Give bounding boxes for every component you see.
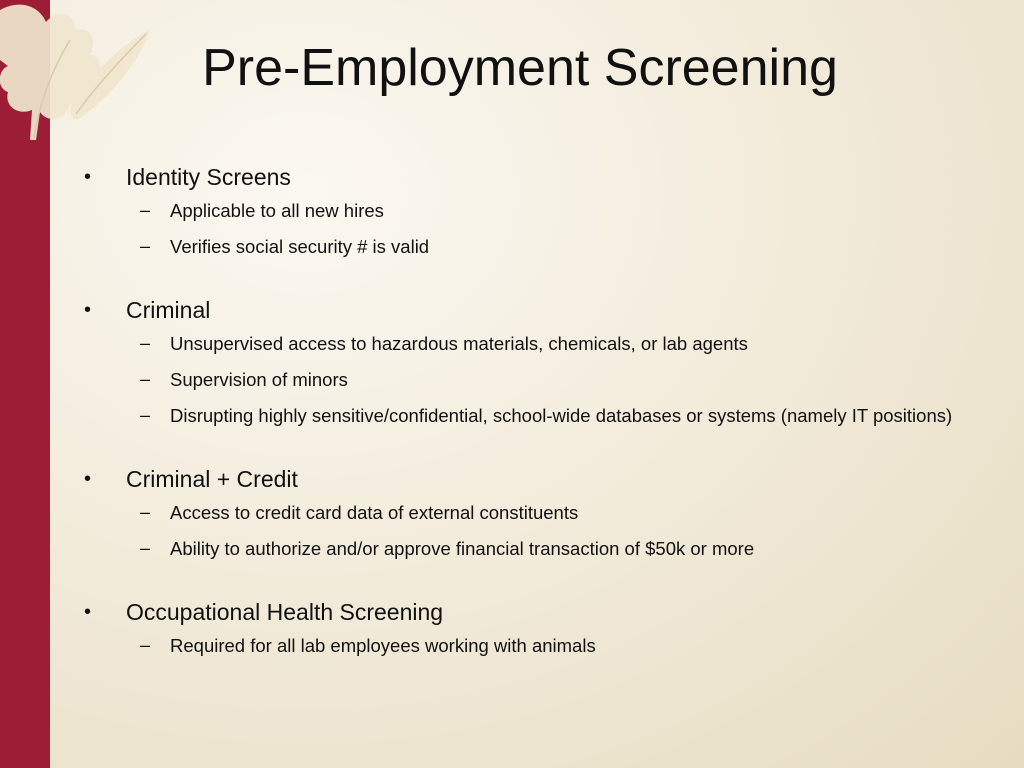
sub-list [84,330,964,429]
bullet-list [84,160,964,659]
slide-title: Pre-Employment Screening [202,39,838,97]
sub-list [84,632,964,659]
bullet-dot-icon: • [84,468,92,490]
sub-item-text: Supervision of minors [170,369,348,390]
section-occupational-health [84,595,964,659]
bullet-heading: Identity Screens [126,164,291,190]
sub-item [140,197,964,224]
dash-icon: – [140,333,151,353]
bullet-heading: Occupational Health Screening [126,599,444,625]
sub-item [140,535,964,562]
sub-item [140,402,964,429]
bullet-item [84,160,964,194]
sub-item [140,499,964,526]
sub-item-text: Ability to authorize and/or approve financial transaction of $50k or more [170,538,755,559]
section-criminal-credit [84,462,964,562]
sub-item [140,366,964,393]
dash-icon: – [140,200,151,220]
bullet-item [84,462,964,496]
bullet-dot-icon: • [84,299,92,321]
sub-list [84,499,964,562]
sub-item-text: Unsupervised access to hazardous materials, chemicals, or lab agents [170,333,748,354]
bullet-heading: Criminal [126,297,211,323]
section-criminal [84,293,964,429]
dash-icon: – [140,502,151,522]
sub-item-text: Required for all lab employees working with animals [170,635,596,656]
bullet-item [84,595,964,629]
bullet-heading: Criminal + Credit [126,466,298,492]
sub-item [140,330,964,357]
sub-item-text: Applicable to all new hires [170,200,384,221]
bullet-dot-icon: • [84,166,92,188]
bullet-item [84,293,964,327]
sub-item-text: Disrupting highly sensitive/confidential, school-wide databases or systems (namely IT positions) [170,405,953,426]
section-identity-screens [84,160,964,260]
sub-item-text: Access to credit card data of external constituents [170,502,579,523]
dash-icon: – [140,236,151,256]
dash-icon: – [140,538,151,558]
dash-icon: – [140,635,151,655]
bullet-dot-icon: • [84,601,92,623]
sub-item [140,632,964,659]
dash-icon: – [140,369,151,389]
dash-icon: – [140,405,151,425]
sub-list [84,197,964,260]
sub-item [140,233,964,260]
sub-item-text: Verifies social security # is valid [170,236,430,257]
